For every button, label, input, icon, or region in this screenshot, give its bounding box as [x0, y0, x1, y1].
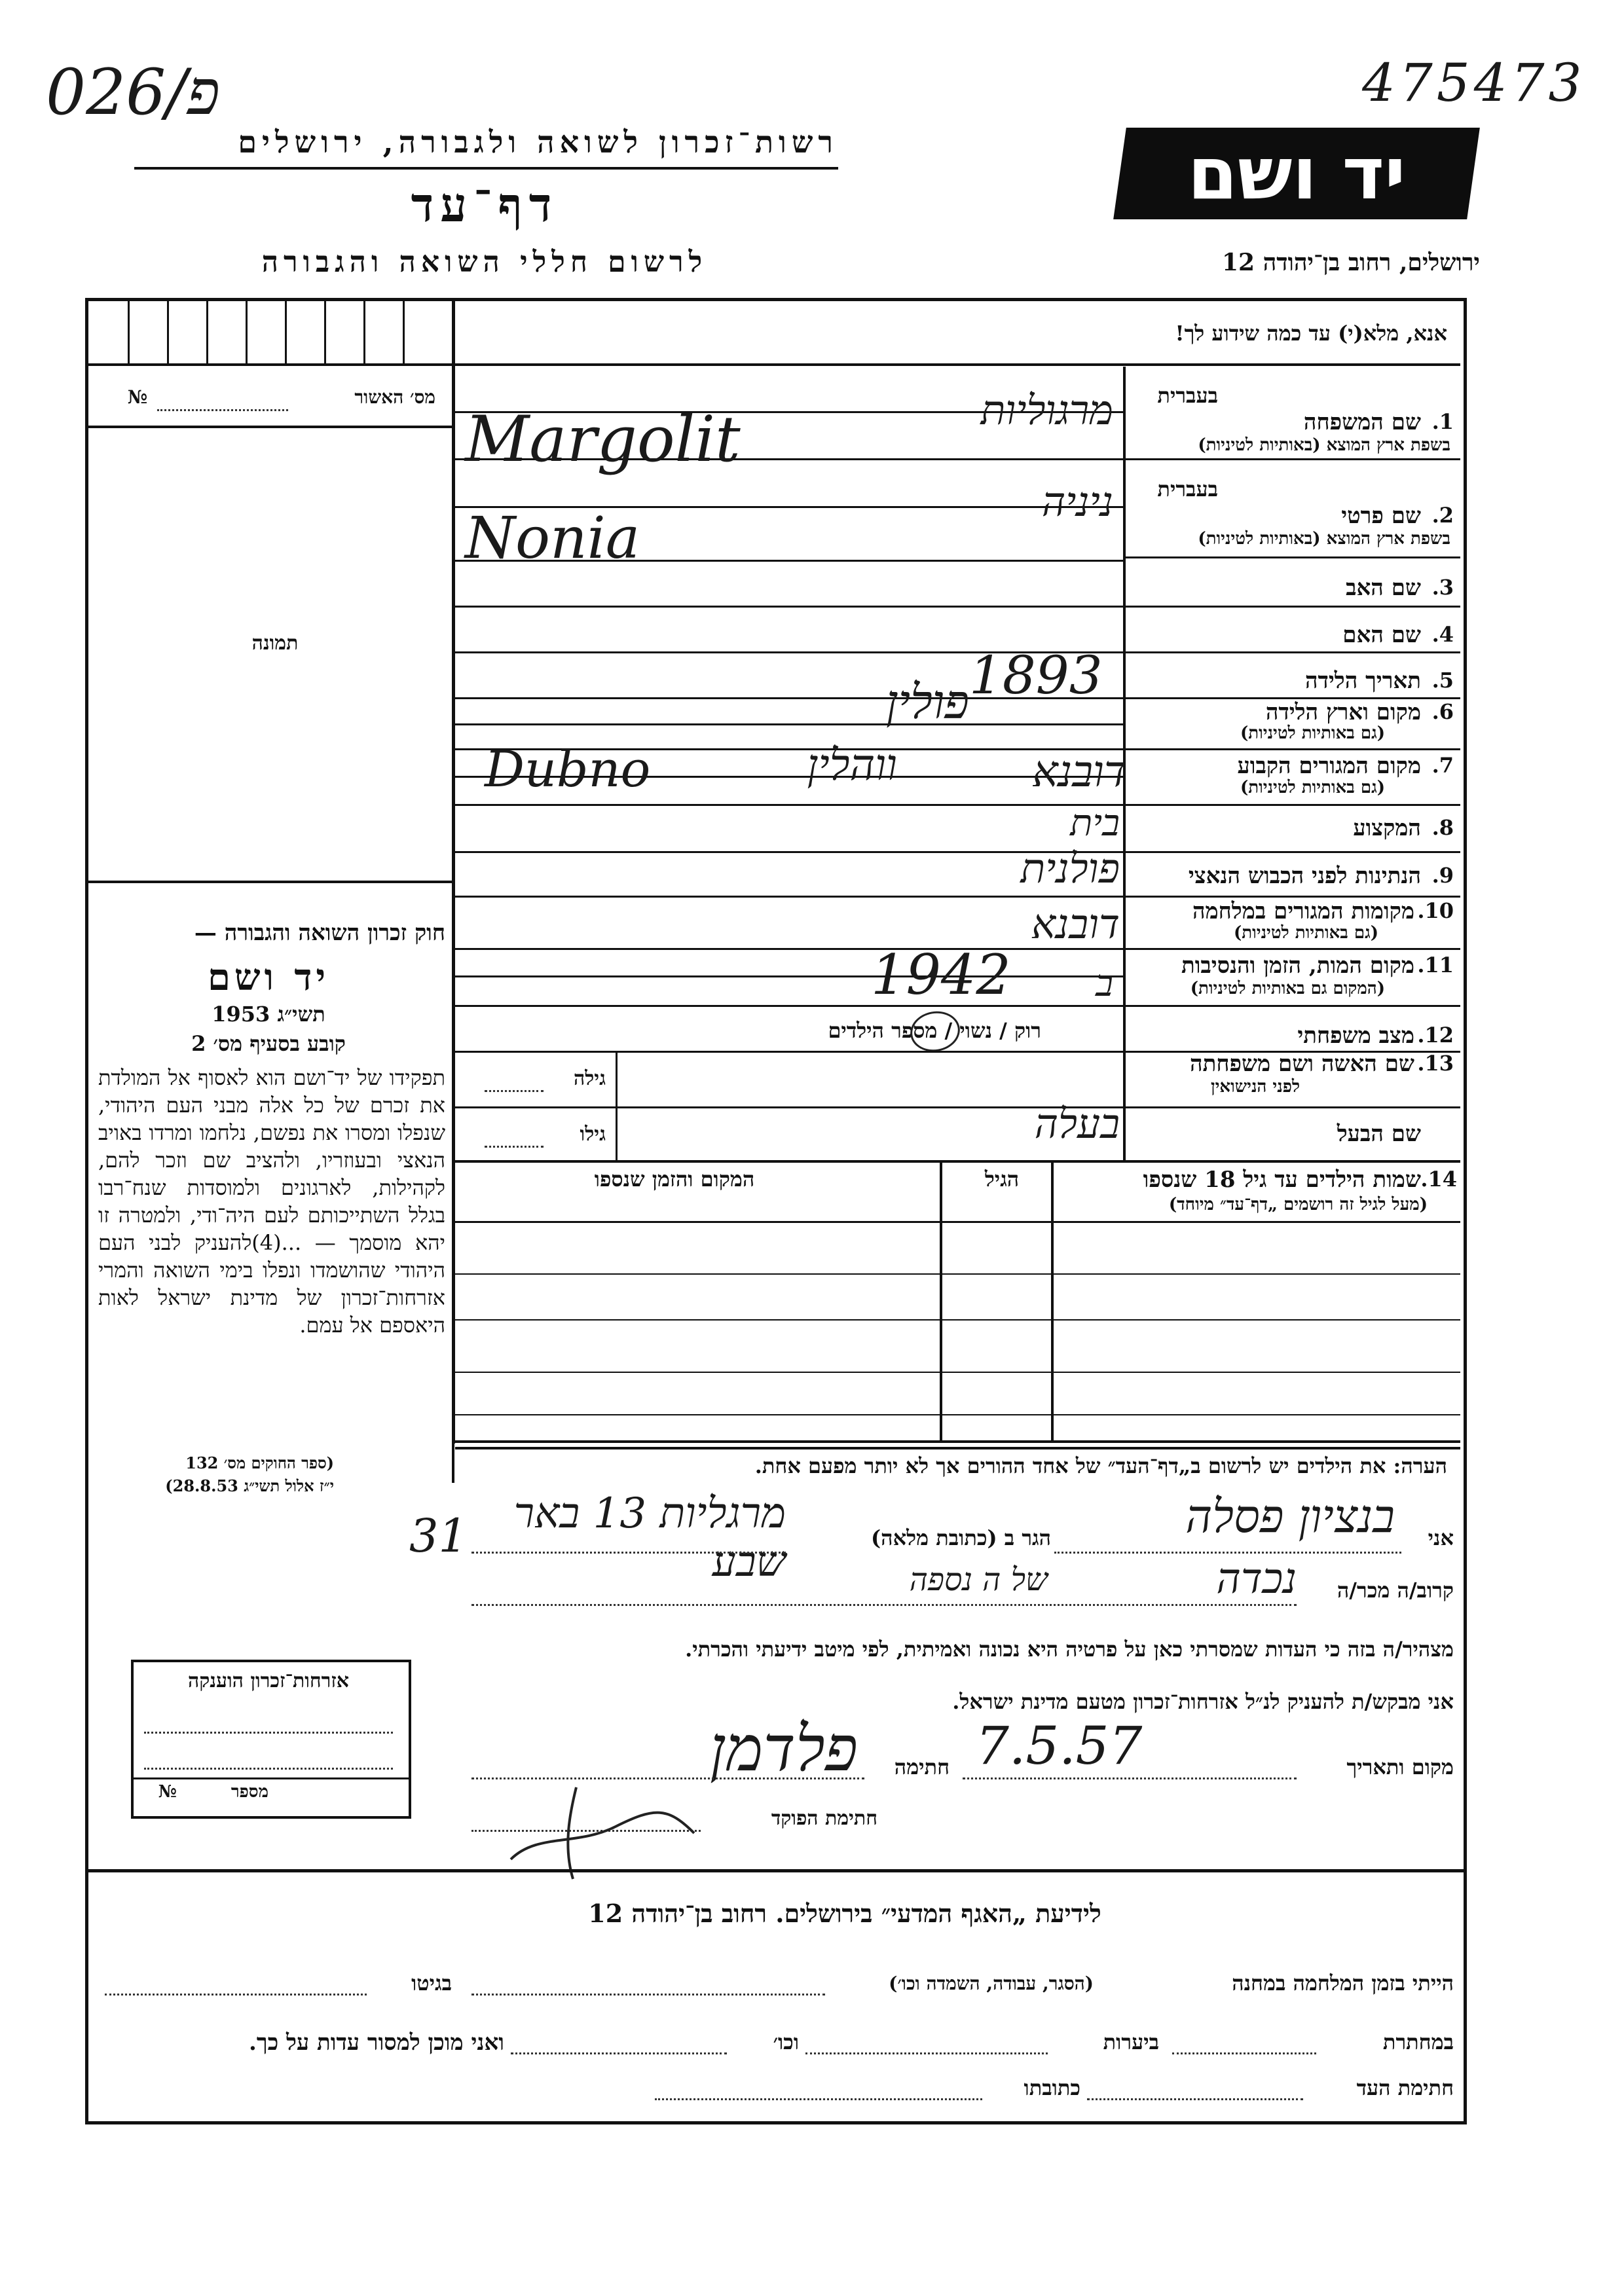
place-date-field[interactable] [963, 1777, 1297, 1779]
declarant-name-field [1054, 1552, 1401, 1554]
witness-sig-label: חתימת העד [1356, 2075, 1454, 2100]
f2-sub: בשפת ארץ המוצא (באותיות לטיניות) [1198, 529, 1450, 549]
f4-label: שם האם [1342, 622, 1421, 648]
camp-sub: (הסגר, עבודה, השמדה וכו׳) [889, 1973, 1094, 1994]
declarant-relative-field [471, 1604, 1297, 1606]
f6-sub: (גם באותיות לטיניות) [1240, 723, 1385, 743]
f13-row-line [455, 1106, 1460, 1108]
citizenship-number-divider [131, 1777, 409, 1779]
law-title: חוק זכרון השואה והגבורה — [194, 920, 445, 946]
f2-num: 2. [1431, 503, 1454, 528]
logo-text: יד ושם [1187, 132, 1406, 215]
declarant-name[interactable]: בנציון פסלה [1185, 1489, 1395, 1543]
address-line: ירושלים, רחוב בן־יהודה 12 [1221, 249, 1480, 276]
address-label: כתובתו [1024, 2075, 1080, 2100]
declarant-margin-number: 31 [409, 1509, 468, 1563]
place-date-label: מקום ותאריך [1346, 1755, 1454, 1779]
f13-age-label: גילה [573, 1067, 606, 1090]
page-title: דף־עד [411, 177, 559, 232]
f10-value[interactable]: דובנא [1031, 900, 1120, 948]
children-row-line-2 [455, 1319, 1460, 1321]
authority-heading: רשות־זכרון לשואה ולגבורה, ירושלים [238, 124, 838, 160]
declarant-residing-label: הגר ב (כתובת מלאה) [871, 1525, 1051, 1550]
f12-label: מצב משפחתי [1297, 1023, 1414, 1049]
declaration-text: מצהיר/ה בזה כי העדות שמסרתי כאן על פרטיה היא נכונה ואמיתית, לפי מיטב ידיעתי והכרתי. [685, 1637, 1454, 1662]
bottom-heading: לידיעת „האגף המדעי״ בירושלים. רחוב בן־יהודה 12 [588, 1899, 1101, 1928]
law-name: יד ושם [207, 956, 330, 999]
bottom-section-line [85, 1869, 1464, 1872]
citizenship-line-2 [144, 1768, 393, 1770]
place-date-value[interactable]: 7.5.57 [976, 1715, 1143, 1776]
witness-sig-field[interactable] [1087, 2098, 1303, 2100]
declarant-relative-label: קרוב/ה מכר/ה [1337, 1578, 1454, 1603]
f7-sub: (גם באותיות לטיניות) [1240, 778, 1385, 797]
authority-underline [134, 167, 838, 170]
f9-value[interactable]: פולנית [1020, 845, 1120, 892]
declarant-relation[interactable]: נכדה [1216, 1555, 1297, 1603]
f7-num: 7. [1431, 753, 1454, 778]
f5-value[interactable]: 1893 [969, 645, 1103, 706]
f12-num: 12. [1417, 1023, 1454, 1048]
f10-label: מקומות המגורים במלחמה [1192, 898, 1414, 924]
children-num: 14. [1420, 1167, 1457, 1192]
f7-value-latin[interactable]: Dubno [485, 740, 651, 798]
f2-row-line [1123, 556, 1460, 558]
yad-vashem-logo [1113, 128, 1480, 219]
husband-label: שם הבעל [1337, 1121, 1421, 1147]
etc-label: וכו׳ [773, 2030, 799, 2054]
underground-field[interactable] [1172, 2052, 1316, 2054]
f1-lang: בעברית [1157, 383, 1218, 408]
law-text: תפקידו של יד־ושם הוא לאסוף אל המולדת את זכרם של כל אלה מבני העם היהודי, שנפלו ומסרו את נפשם, נלחמו ומרדו באויב הנאצי ובעוזריו, ולהציב שם וזכר להם, לקהילות, לארגונים ולמוסדות שנח־רבו בגלל השתייכותם לעם היה־ודי, ולמטרה זו יהא מוסמך — ...(4)להעניק לבני העם היהודי שהושמדו ונפלו בימי השואה והמרי אזרחות־זכרון של מדינת ישראל לאות היאספם אל עמם. [98, 1065, 446, 1338]
ghetto-label: בגיטו [411, 1971, 452, 1995]
citizenship-line-1 [144, 1732, 393, 1734]
photo-column-divider [452, 301, 455, 1444]
note-text: הערה: את הילדים יש לרשום ב„דף־העד״ של אחד ההורים אך לא יותר מפעם אחת. [754, 1453, 1447, 1478]
declarant-i-label: אני [1428, 1525, 1454, 1550]
approval-no-label: מס׳ האשור [354, 386, 435, 408]
f5-num: 5. [1431, 668, 1454, 693]
f3-label: שם האב [1346, 575, 1421, 601]
f2-label: שם פרטי [1341, 503, 1421, 529]
f13-num: 13. [1417, 1051, 1454, 1076]
f8-label: המקצוע [1353, 815, 1421, 841]
f5-label: תאריך הלידה [1304, 668, 1421, 694]
children-row-line-1 [455, 1273, 1460, 1275]
f6-num: 6. [1431, 699, 1454, 724]
address-field[interactable] [655, 2098, 982, 2100]
request-text: אני מבקש/ת להעניק לנ״ל אזרחות־זכרון מטעם מדינת ישראל. [952, 1689, 1454, 1714]
f11-label: מקום המות, הזמן והנסיבות [1181, 953, 1414, 979]
f6-value[interactable]: פולין [885, 674, 969, 729]
f13-age-field[interactable] [485, 1090, 544, 1092]
forests-label: ביערות [1103, 2030, 1159, 2054]
f9-row-line [455, 896, 1460, 898]
approval-no-field[interactable] [157, 409, 288, 411]
citizenship-box-title: אזרחות־זכרון הוענקה [187, 1669, 350, 1692]
f10-num: 10. [1417, 898, 1454, 923]
f2-value-hebrew[interactable]: ניניה [1041, 478, 1113, 526]
f9-num: 9. [1431, 863, 1454, 888]
signature-label: חתימה [894, 1755, 950, 1779]
f10-sub: (גם באותיות לטיניות) [1233, 923, 1378, 943]
f6-mid-line [455, 723, 1123, 725]
law-ref-2: י״ז אלול תשי״ג 28.8.53) [165, 1476, 334, 1495]
signature-value[interactable]: פלדמן [709, 1712, 858, 1785]
f11-sub: (המקום גם באותיות לטיניות) [1190, 979, 1385, 998]
f13-label: שם האשה ושם משפחתה [1190, 1051, 1414, 1077]
approval-no-symbol: № [127, 386, 147, 408]
children-col-age: הגיל [984, 1167, 1020, 1192]
citizenship-number-symbol: № [158, 1782, 177, 1802]
husband-age-field[interactable] [485, 1146, 544, 1148]
f1-sub: בשפת ארץ המוצא (באותיות לטיניות) [1198, 435, 1450, 455]
note-top-line [455, 1447, 1460, 1449]
f2-lang: בעברית [1157, 477, 1218, 501]
camp-label: הייתי בזמן המלחמה במחנה [1232, 1971, 1454, 1995]
f4-num: 4. [1431, 622, 1454, 647]
forests-field[interactable] [805, 2052, 1048, 2054]
ghetto-field[interactable] [105, 1994, 367, 1995]
f11-value-hebrew[interactable]: ב [1096, 962, 1113, 1005]
f3-row-line [455, 606, 1460, 608]
page-subtitle: לרשום חללי השואה והגבורה [261, 246, 708, 279]
law-section: קובע בסעיף מס׳ 2 [191, 1031, 346, 1056]
husband-value[interactable]: בעלה [1034, 1100, 1120, 1148]
intro-underline [455, 363, 1460, 366]
f11-value-year[interactable]: 1942 [871, 943, 1011, 1007]
declarant-of-victim: של ה נספה [909, 1561, 1048, 1598]
f8-num: 8. [1431, 815, 1454, 840]
form-intro: אנא, מלא(י) עד כמה שידוע לך! [1175, 321, 1447, 346]
f7-value-hebrew[interactable]: ווהלין [807, 740, 897, 790]
husband-row-line [455, 1160, 1460, 1163]
handwritten-record-number: 475473 [1362, 52, 1586, 113]
f1-num: 1. [1431, 409, 1454, 434]
children-label: שמות הילדים עד גיל 18 שנספו [1143, 1167, 1421, 1193]
f12-options[interactable]: רוק / נשוי / מספר הילדים [828, 1018, 1041, 1043]
f2-value-latin[interactable]: Nonia [465, 504, 640, 572]
approval-no-underline [88, 426, 452, 428]
f7-value-hebrew-2[interactable]: דובנא [1032, 746, 1126, 797]
children-header-line [455, 1221, 1460, 1223]
f9-label: הנתינות לפני הכבוש הנאצי [1188, 863, 1421, 889]
f1-value-hebrew[interactable]: מרגוליות [980, 386, 1113, 434]
f4-row-line [455, 651, 1460, 653]
declarant-address[interactable]: מרגליות 13 באר שבע [513, 1489, 786, 1586]
camp-field[interactable] [471, 1994, 825, 1995]
f7-label: מקום המגורים הקבוע [1237, 753, 1421, 779]
official-label: חתימת הפוקד [771, 1807, 877, 1830]
etc-field[interactable] [511, 2052, 727, 2054]
law-year: תשי״ג 1953 [212, 1002, 325, 1027]
photo-label: תמונה [251, 632, 299, 655]
f3-num: 3. [1431, 575, 1454, 600]
f1-value-latin[interactable]: Margolit [465, 403, 741, 476]
f13-sub: לפני הנישואין [1210, 1077, 1300, 1097]
children-sub: (מעל לגיל זה רושמים „דף־עד״ מיוחד) [1168, 1195, 1428, 1214]
f8-row-line [455, 851, 1460, 853]
f8-value[interactable]: בית [1070, 802, 1120, 845]
law-ref-1: (ספר החוקים מס׳ 132 [185, 1453, 334, 1472]
handwritten-file-code: פ/026 [46, 56, 220, 129]
children-col-place: המקום והזמן שנספו [594, 1167, 755, 1192]
ready-label: ואני מוכן למסור עדות על כך. [249, 2030, 504, 2056]
code-boxes [88, 301, 452, 366]
declarant-address-field [471, 1552, 786, 1554]
children-col-divider-2 [940, 1160, 942, 1442]
f1-label: שם המשפחה [1303, 409, 1421, 435]
f7-row-line [455, 804, 1460, 806]
f11-num: 11. [1417, 953, 1454, 977]
underground-label: במחתרת [1382, 2030, 1454, 2054]
official-signature-scribble [498, 1768, 707, 1886]
f6-label: מקום וארץ הלידה [1265, 699, 1421, 725]
note-corner [452, 1444, 481, 1483]
husband-age-label: גילו [580, 1123, 606, 1146]
children-bottom-line [455, 1440, 1460, 1443]
children-row-line-4 [455, 1414, 1460, 1415]
photo-area-bottom [88, 881, 452, 883]
children-row-line-3 [455, 1372, 1460, 1373]
citizenship-number-label: מספר [231, 1782, 268, 1802]
children-col-divider-1 [1051, 1160, 1054, 1442]
